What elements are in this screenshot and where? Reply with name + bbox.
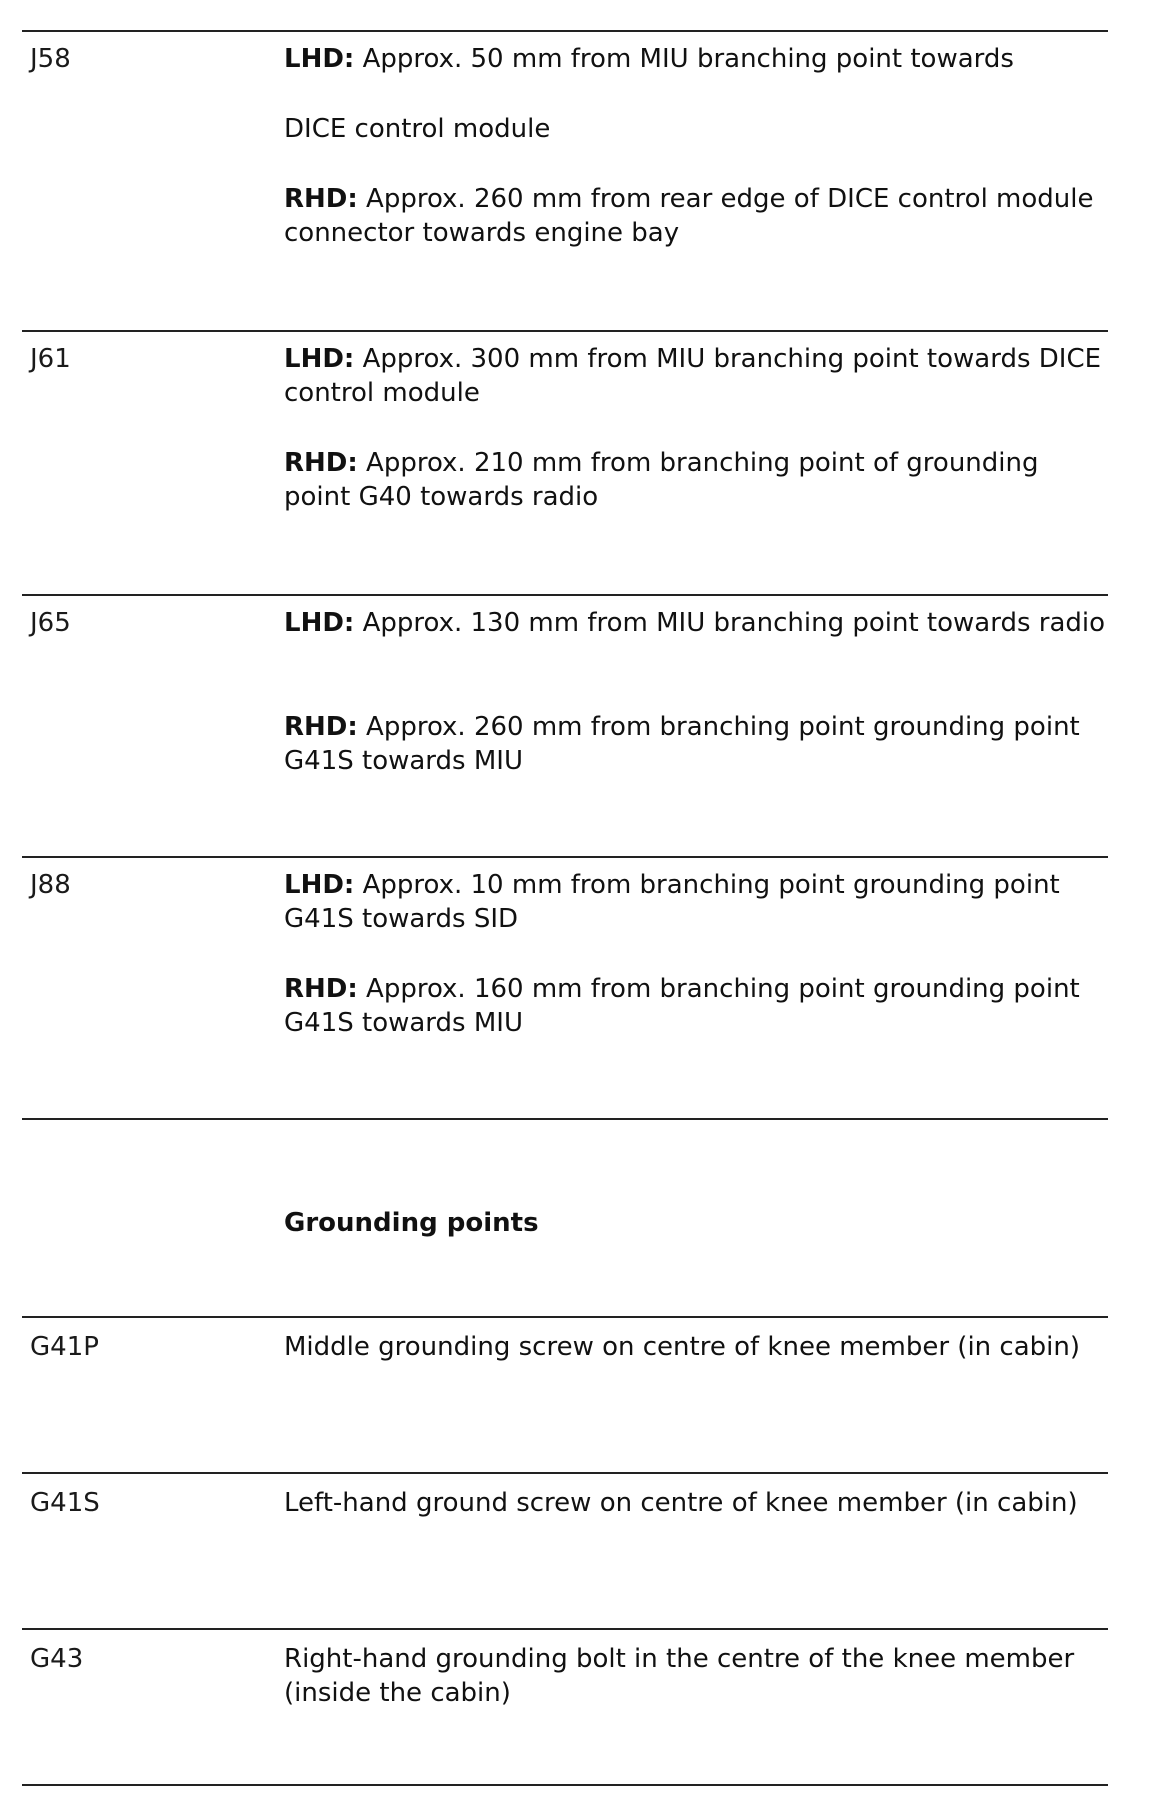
rhd-label: RHD: xyxy=(284,712,358,742)
row-divider xyxy=(22,1118,1108,1120)
lhd-label: LHD: xyxy=(284,870,355,900)
row-divider xyxy=(22,1784,1108,1786)
splice-location-rhd xyxy=(284,446,1108,514)
rhd-label: RHD: xyxy=(284,448,358,478)
splice-code: J61 xyxy=(30,344,71,374)
row-divider xyxy=(22,594,1108,596)
splice-code: J58 xyxy=(30,44,71,74)
rhd-text: Approx. 210 mm from branching point of grounding point G40 towards radio xyxy=(284,448,1039,512)
row-divider xyxy=(22,1316,1108,1318)
lhd-text: Approx. 130 mm from MIU branching point towards radio xyxy=(354,608,1106,638)
location-text: DICE control module xyxy=(284,114,551,144)
grounding-point-code: G41S xyxy=(30,1488,100,1518)
lhd-label: LHD: xyxy=(284,344,355,374)
splice-location-rhd xyxy=(284,710,1108,778)
splice-location-continued xyxy=(284,112,1108,146)
splice-location-lhd xyxy=(284,42,1108,76)
rhd-text: Approx. 260 mm from rear edge of DICE control module connector towards engine bay xyxy=(284,184,1094,248)
splice-code: J88 xyxy=(30,870,71,900)
section-heading: Grounding points xyxy=(284,1208,539,1238)
row-divider xyxy=(22,30,1108,32)
rhd-label: RHD: xyxy=(284,184,358,214)
splice-location-rhd xyxy=(284,972,1108,1040)
grounding-point-code: G43 xyxy=(30,1644,84,1674)
grounding-point-description: Left-hand ground screw on centre of knee member (in cabin) xyxy=(284,1488,1078,1518)
lhd-label: LHD: xyxy=(284,608,355,638)
grounding-point-description: Middle grounding screw on centre of knee member (in cabin) xyxy=(284,1332,1080,1362)
rhd-text: Approx. 260 mm from branching point grounding point G41S towards MIU xyxy=(284,712,1080,776)
splice-location-rhd xyxy=(284,182,1108,250)
grounding-point-code: G41P xyxy=(30,1332,99,1362)
grounding-point-description: Right-hand grounding bolt in the centre of the knee member (inside the cabin) xyxy=(284,1644,1075,1708)
rhd-text: Approx. 160 mm from branching point grounding point G41S towards MIU xyxy=(284,974,1080,1038)
row-divider xyxy=(22,1628,1108,1630)
splice-code: J65 xyxy=(30,608,71,638)
lhd-text: Approx. 50 mm from MIU branching point towards xyxy=(354,44,1014,74)
splice-location-lhd xyxy=(284,342,1108,410)
lhd-text: Approx. 10 mm from branching point grounding point G41S towards SID xyxy=(284,870,1060,934)
rhd-label: RHD: xyxy=(284,974,358,1004)
lhd-text: Approx. 300 mm from MIU branching point towards DICE control module xyxy=(284,344,1102,408)
lhd-label: LHD: xyxy=(284,44,355,74)
splice-location-lhd xyxy=(284,606,1108,640)
splice-location-lhd xyxy=(284,868,1108,936)
row-divider xyxy=(22,1472,1108,1474)
row-divider xyxy=(22,856,1108,858)
row-divider xyxy=(22,330,1108,332)
